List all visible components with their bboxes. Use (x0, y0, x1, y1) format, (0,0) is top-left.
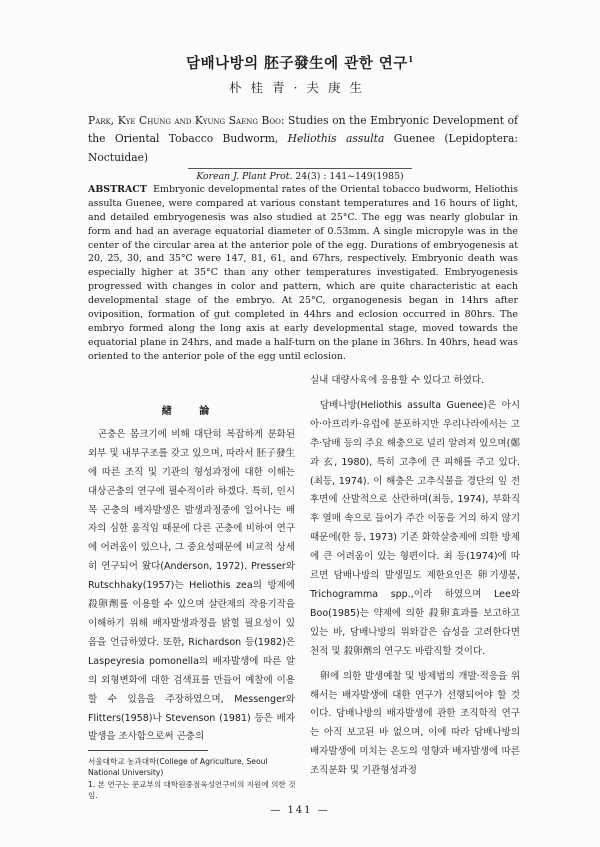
english-title: Studies on the Embryonic Development of the Oriental Tobacco Budworm, (88, 114, 518, 146)
footnote-rule (88, 750, 208, 751)
affiliation-footnote: 서울대학교 농과대학(College of Agriculture, Seoul National University) (88, 757, 268, 778)
abstract-text: Embryonic developmental rates of the Oriental tobacco budworm, Heliothis assulta Guenee, were compared at various constant temperatures and 16 hours of light, and detailed embryogenesis was also studied at 25°C. The egg was nearly globular in form and had an average equatorial diameter of 0.53mm. A single micropyle was in the center of the circular area at the anterior pole of the egg. Durations of embryogenesis at 20, 25, 30, and 35°C were 147, 81, 61, and 67hrs, respectively. Embryonic death was especially higher at 35°C than any other temperatures investigated. Embryogenesis progressed with changes in color and pattern, which are quite characteristic at each developmental stage of the embryo. At 25°C, organogenesis began in 14hrs after oviposition, formation of gut completed in 44hrs and eclosion occurred in 80hrs. The embryo formed along the long axis at early developmental stage, moved towards the equatorial plane in 24hrs, and made a half-turn on the plane in 36hrs. In 40hrs, head was oriented to the anterior pole of the egg until eclosion. (88, 184, 518, 362)
citation-rule (188, 168, 412, 169)
species-name: Heliothis assulta (287, 132, 385, 146)
funding-footnote: 1. 본 연구는 문교부의 대학원중점육성연구비의 지원에 의한 것임. (88, 779, 296, 800)
korean-authors: 朴桂青·夫庚生 (229, 80, 371, 95)
paragraph-continued: 실내 대량사육에 응용할 수 있다고 하였다. (310, 375, 485, 386)
title-footnote-marker: 1 (407, 54, 414, 64)
korean-title: 담배나방의 胚子發生에 관한 연구$^1$ (186, 54, 414, 72)
introduction-heading: 緖 論 (161, 406, 222, 417)
footnotes (88, 756, 298, 801)
journal-name: Korean J. Plant Prot. (196, 171, 293, 182)
abstract-label: ABSTRACT (88, 184, 147, 195)
introduction-paragraph: 곤충은 몸크기에 비해 대단히 복잡하게 분화된 외부 및 내부구조를 갖고 있으며, 따라서 胚子發生에 따른 조직 및 기관의 형성과정에 대한 이해는 대상곤충의 연구에 필수적이라 하겠다. 특히, 인시목 곤충의 배자발생은 발생과정중에 일어나는 배자의 심한 움직임 때문에 다른 곤충에 비하여 연구에 어려움이 있으나, 그 중요성때문에 비교적 상세히 연구되어 왔다(Anderson, 1972). Presser와 Rutschhaky(1957)는 Heliothis zea의 방제에 殺卵劑를 이용할 수 있으며 살란제의 작용기작을 이해하기 위해 배자발생과정을 밝힐 필요성이 있음을 언급하였다. 또한, Richardson 등(1982)은 Laspeyresia pomonella의 배자발생에 따른 알의 외형변화에 대한 검색표를 만들어 예찰에 이용할 수 있음을 주장하였으며, Messenger와 Flitters(1958)나 Stevenson (1981) 등은 배자발생을 조사함으로써 곤충의 (88, 428, 295, 743)
paragraph-embryogenesis: 卵에 의한 발생예찰 및 방제법의 개발·적응을 위해서는 배자발생에 대한 연구가 선행되어야 할 것이다. 담배나방의 배자발생에 관한 조직학적 연구는 아직 보고된 바 없으며, 이에 따라 담배나방의 배자발생에 미치는 온도의 영향과 배자발생에 따른 조직분화 및 기관형성과정 (310, 670, 520, 777)
journal-reference (0, 171, 600, 182)
left-column (88, 403, 295, 747)
right-column (310, 372, 520, 781)
english-citation (88, 112, 518, 167)
abstract (88, 183, 518, 363)
journal-volume: 24(3) : 141~149(1985) (292, 171, 404, 182)
english-title-end: Guenee (Lepidoptera: Noctuidae) (88, 132, 519, 164)
paragraph-budworm: 담배나방(Heliothis assulta Guenee)은 아시아·아프리카·유럽에 분포하지만 우리나라에서는 고추·담배 등의 주요 해충으로 널리 알려져 있으며(鄭과 玄, 1980), 특히 고추에 큰 피해를 주고 있다. (최등, 1974). 이 해충은 고추식물을 경단의 잎 전후면에 산발적으로 산란하며(최등, 1974), 부화직후 열매 속으로 들어가 주간 이동을 거의 하지 않기 때문에(한 등, 1973) 기존 화학살충제에 의한 방제에 큰 어려움이 있는 형편이다. 최 등(1974)에 따르면 담배나방의 발생밀도 제한요인은 卵기생봉, Trichogramma spp.,이라 하였으며 Lee와 Boo(1985)는 약제에 의한 殺卵효과를 보고하고 있는 바, 담배나방의 위와같은 습성을 고려한다면 천적 및 殺卵劑의 연구도 바람직할 것이다. (310, 399, 520, 657)
english-authors: Park, Kye Chung and Kyung Saeng Boo: (88, 114, 285, 127)
page-number: — 141 — (270, 805, 330, 816)
